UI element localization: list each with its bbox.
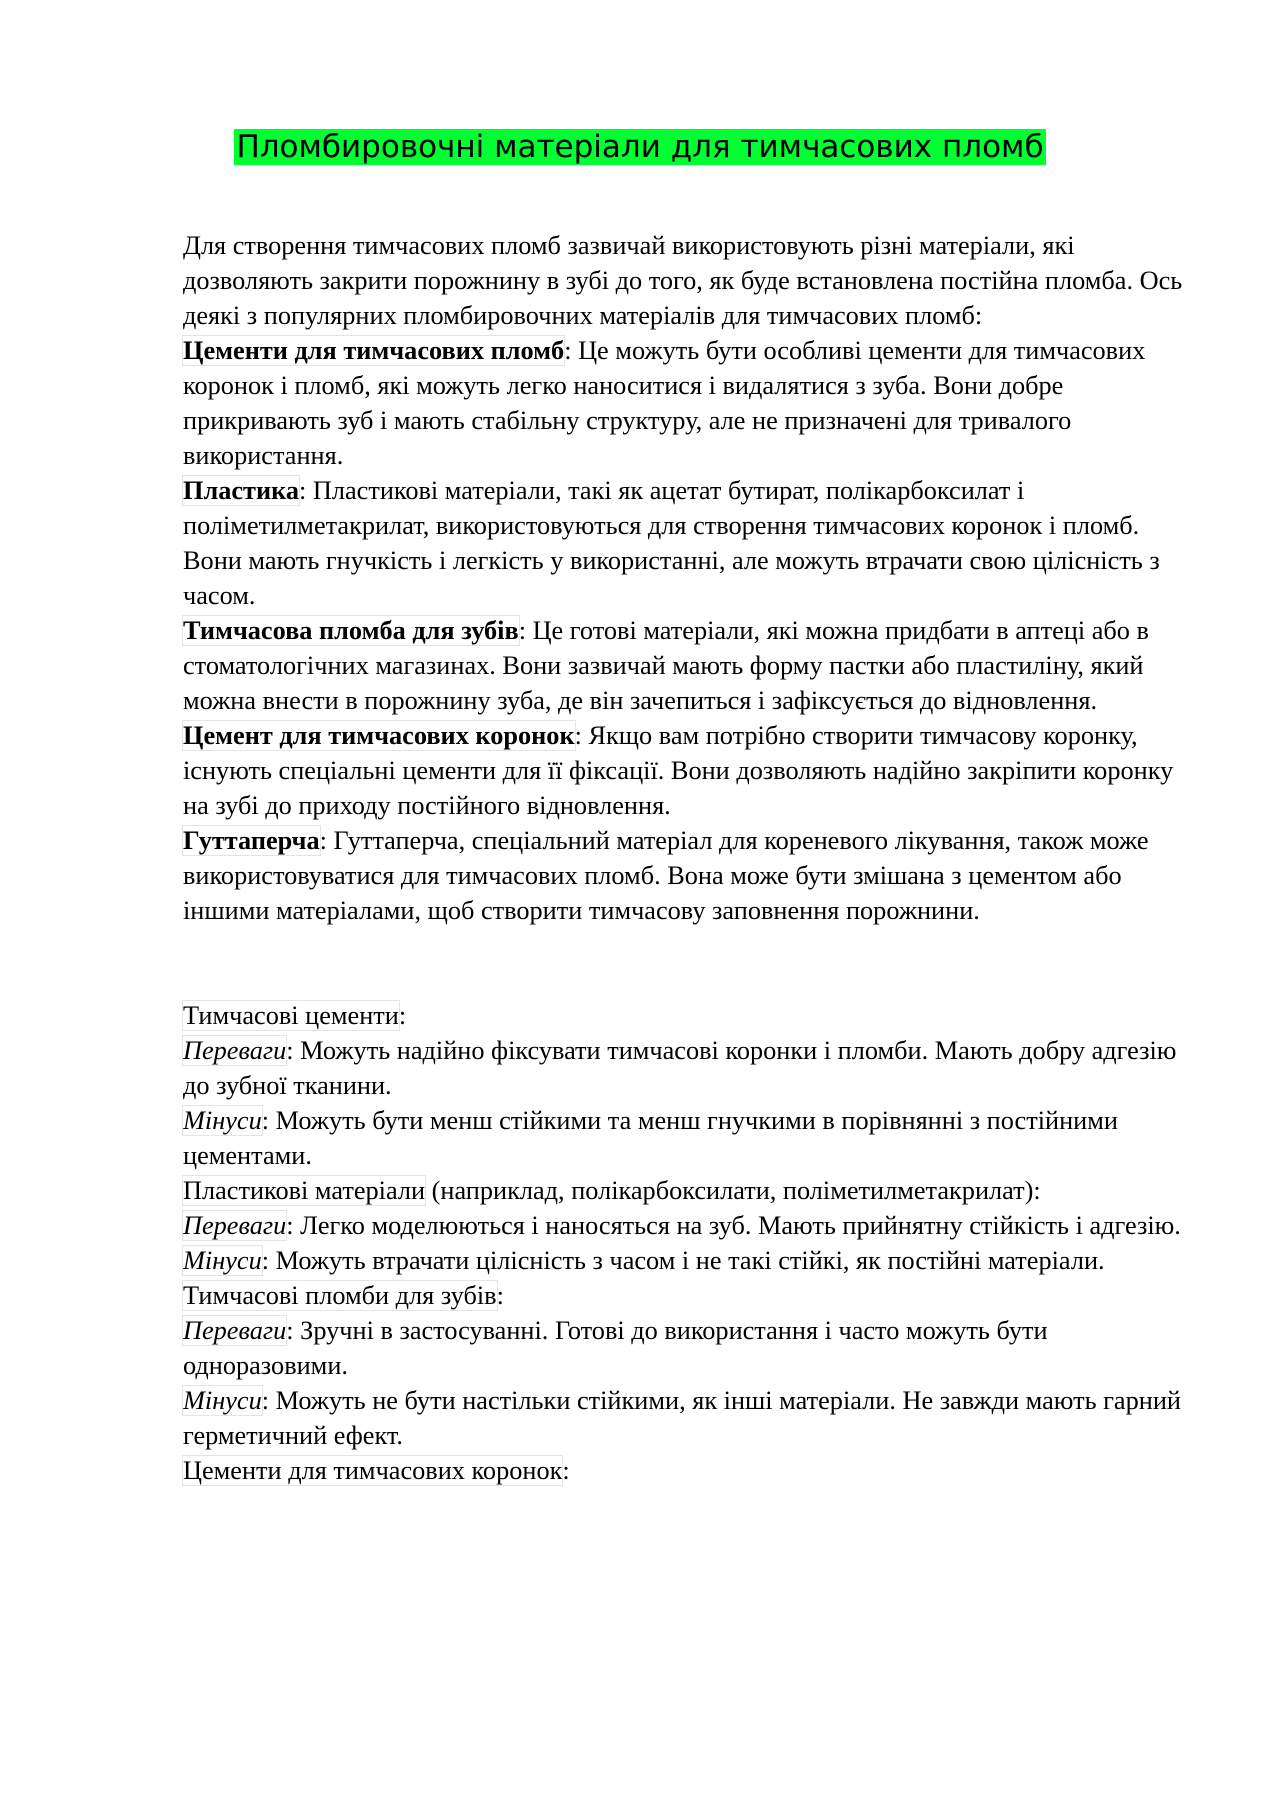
heading-text: Тимчасові пломби для зубів [183, 1281, 497, 1310]
cons-text: : Можуть бути менш стійкими та менш гнучкими в порівнянні з постійними цементами. [183, 1106, 1118, 1170]
pros-line [183, 1208, 1203, 1243]
cons-label: Мінуси [183, 1106, 262, 1135]
cons-line [183, 1383, 1203, 1453]
comparison-heading [183, 1453, 1203, 1488]
pros-line [183, 1313, 1203, 1383]
comparison-heading [183, 998, 1203, 1033]
document-body [183, 228, 1203, 1488]
pros-label: Переваги [183, 1316, 287, 1345]
material-item [183, 473, 1203, 613]
heading-suffix: : [562, 1456, 570, 1485]
cons-text: : Можуть не бути настільки стійкими, як інші матеріали. Не завжди мають гарний герметичний ефект. [183, 1386, 1181, 1450]
pros-text: : Можуть надійно фіксувати тимчасові коронки і пломби. Мають добру адгезію до зубної тканини. [183, 1036, 1177, 1100]
material-desc: : Це можуть бути особливі цементи для тимчасових коронок і пломб, які можуть легко наноситися і видалятися з зуба. Вони добре прикривають зуб і мають стабільну структуру, але не призначені для тривалого використання. [183, 336, 1146, 470]
pros-text: : Легко моделюються і наносяться на зуб. Мають прийнятну стійкість і адгезію. [286, 1211, 1181, 1240]
cons-text: : Можуть втрачати цілісність з часом і не такі стійкі, як постійні матеріали. [261, 1246, 1105, 1275]
heading-text: Тимчасові цементи [183, 1001, 399, 1030]
comparison-heading [183, 1278, 1203, 1313]
intro-paragraph: Для створення тимчасових пломб зазвичай використовують різні матеріали, які дозволяють закрити порожнину в зубі до того, як буде встановлена постійна пломба. Ось деякі з популярних пломбировочних матеріалів для тимчасових пломб: [183, 231, 1183, 330]
pros-label: Переваги [183, 1036, 287, 1065]
material-name: Тимчасова пломба для зубів [183, 616, 519, 645]
material-name: Гуттаперча [183, 826, 320, 855]
material-name: Цементи для тимчасових пломб [183, 336, 565, 365]
cons-line [183, 1103, 1203, 1173]
material-item [183, 823, 1203, 928]
title-highlight: Пломбировочні матеріали для тимчасових пломб [236, 129, 1044, 165]
heading-text: Цементи для тимчасових коронок [183, 1456, 563, 1485]
pros-label: Переваги [183, 1211, 287, 1240]
pros-line [183, 1033, 1203, 1103]
material-name: Цемент для тимчасових коронок [183, 721, 575, 750]
heading-suffix: : [398, 1001, 407, 1030]
heading-text: Пластикові матеріали [183, 1176, 426, 1205]
comparison-heading [183, 1173, 1203, 1208]
material-item [183, 613, 1203, 718]
pros-text: : Зручні в застосуванні. Готові до використання і часто можуть бути одноразовими. [183, 1316, 1048, 1380]
heading-suffix: (наприклад, полікарбоксилати, поліметилметакрилат): [425, 1176, 1041, 1205]
cons-label: Мінуси [183, 1386, 262, 1415]
cons-label: Мінуси [183, 1246, 262, 1275]
material-desc: : Це готові матеріали, які можна придбати в аптеці або в стоматологічних магазинах. Вони зазвичай мають форму пастки або пластиліну, який можна внести в порожнину зуба, де він зачепиться і зафіксується до відновлення. [183, 616, 1149, 715]
material-name: Пластика [183, 476, 299, 505]
material-item [183, 718, 1203, 823]
section-spacer [183, 928, 1203, 998]
material-item [183, 333, 1203, 473]
material-desc: : Пластикові матеріали, такі як ацетат бутират, полікарбоксилат і поліметилметакрилат, використовуються для створення тимчасових коронок і пломб. Вони мають гнучкість і легкість у використанні, але можуть втрачати свою цілісність з часом. [183, 476, 1160, 610]
material-desc: : Якщо вам потрібно створити тимчасову коронку, існують спеціальні цементи для її фіксації. Вони дозволяють надійно закріпити коронку на зубі до приходу постійного відновлення. [183, 721, 1174, 820]
material-desc: : Гуттаперча, спеціальний матеріал для кореневого лікування, також може використовуватися для тимчасових пломб. Вона може бути змішана з цементом або іншими матеріалами, щоб створити тимчасову заповнення порожнини. [183, 826, 1149, 925]
heading-suffix: : [496, 1281, 504, 1310]
cons-line [183, 1243, 1203, 1278]
document-title [0, 125, 1280, 169]
